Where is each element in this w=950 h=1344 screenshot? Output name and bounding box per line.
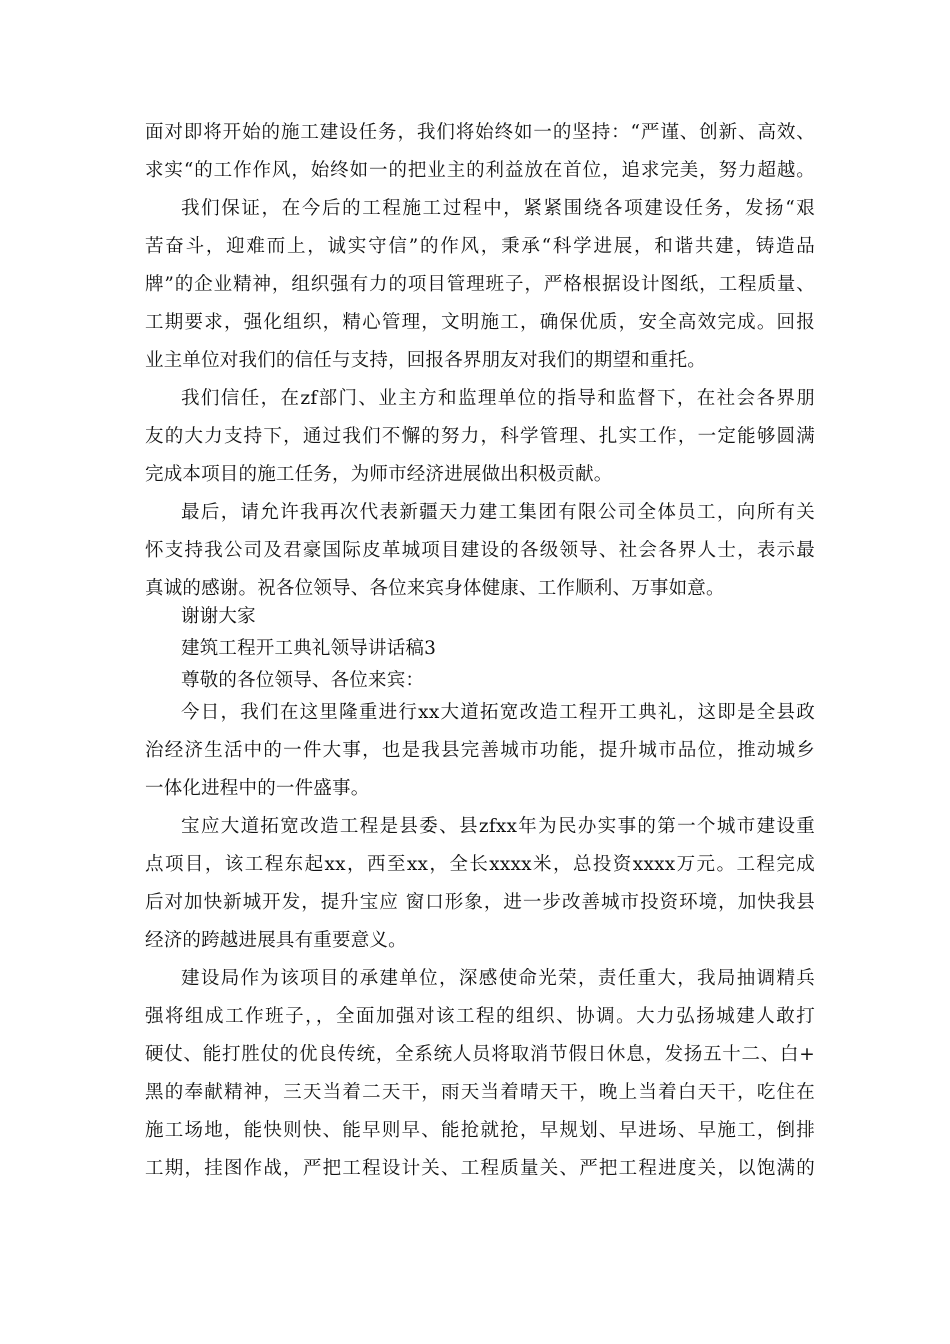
section-heading: 建筑工程开工典礼领导讲话稿3	[181, 638, 437, 659]
text-line: 黑的奉献精神，三天当着二天干，雨天当着晴天干，晚上当着白天干，吃住在	[145, 1082, 815, 1103]
text-line: 最后，请允许我再次代表新疆天力建工集团有限公司全体员工，向所有关	[181, 502, 815, 523]
text-line: 苦奋斗，迎难而上，诚实守信”的作风，秉承“科学进展，和谐共建，铸造品	[145, 236, 815, 257]
text-line: 经济的跨越进展具有重要意义。	[145, 930, 407, 951]
text-line: 后对加快新城开发，提升宝应 窗口形象，进一步改善城市投资环境，加快我县	[145, 892, 815, 913]
text-line: 点项目，该工程东起xx，西至xx，全长xxxx米，总投资xxxx万元。工程完成	[145, 854, 815, 875]
text-line: 牌”的企业精神，组织强有力的项目管理班子，严格根据设计图纸，工程质量、	[145, 274, 815, 295]
text-line: 我们信任，在zf部门、业主方和监理单位的指导和监督下，在社会各界朋	[181, 388, 815, 409]
text-line: 一体化进程中的一件盛事。	[145, 778, 370, 799]
text-line: 面对即将开始的施工建设任务，我们将始终如一的坚持：“严谨、创新、高效、	[145, 122, 815, 143]
text-line: 我们保证，在今后的工程施工过程中，紧紧围绕各项建设任务，发扬“艰	[181, 198, 815, 219]
text-line: 工期要求，强化组织，精心管理，文明施工，确保优质，安全高效完成。回报	[145, 312, 815, 333]
text-line: 谢谢大家	[181, 606, 256, 627]
text-line: 硬仗、能打胜仗的优良传统，全系统人员将取消节假日休息，发扬五十二、白+	[145, 1044, 815, 1065]
text-line: 工期，挂图作战，严把工程设计关、工程质量关、严把工程进度关，以饱满的	[145, 1158, 815, 1179]
text-line: 怀支持我公司及君豪国际皮革城项目建设的各级领导、社会各界人士，表示最	[145, 540, 815, 561]
text-line: 求实“的工作作风，始终如一的把业主的利益放在首位，追求完美，努力超越。	[145, 160, 815, 181]
text-line: 建设局作为该项目的承建单位，深感使命光荣，责任重大，我局抽调精兵	[181, 968, 815, 989]
text-line: 友的大力支持下，通过我们不懈的努力，科学管理、扎实工作，一定能够圆满	[145, 426, 815, 447]
text-line: 强将组成工作班子，，全面加强对该工程的组织、协调。大力弘扬城建人敢打	[145, 1006, 815, 1027]
text-line: 完成本项目的施工任务，为师市经济进展做出积极贡献。	[145, 464, 613, 485]
text-line: 宝应大道拓宽改造工程是县委、县zfxx年为民办实事的第一个城市建设重	[181, 816, 815, 837]
text-line: 施工场地，能快则快、能早则早、能抢就抢，早规划、早进场、早施工，倒排	[145, 1120, 815, 1141]
text-line: 业主单位对我们的信任与支持，回报各界朋友对我们的期望和重托。	[145, 350, 707, 371]
text-line: 真诚的感谢。祝各位领导、各位来宾身体健康、工作顺利、万事如意。	[145, 578, 725, 599]
salutation: 尊敬的各位领导、各位来宾：	[181, 670, 425, 691]
text-line: 今日，我们在这里隆重进行xx大道拓宽改造工程开工典礼，这即是全县政	[181, 702, 815, 723]
text-line: 治经济生活中的一件大事，也是我县完善城市功能，提升城市品位，推动城乡	[145, 740, 815, 761]
